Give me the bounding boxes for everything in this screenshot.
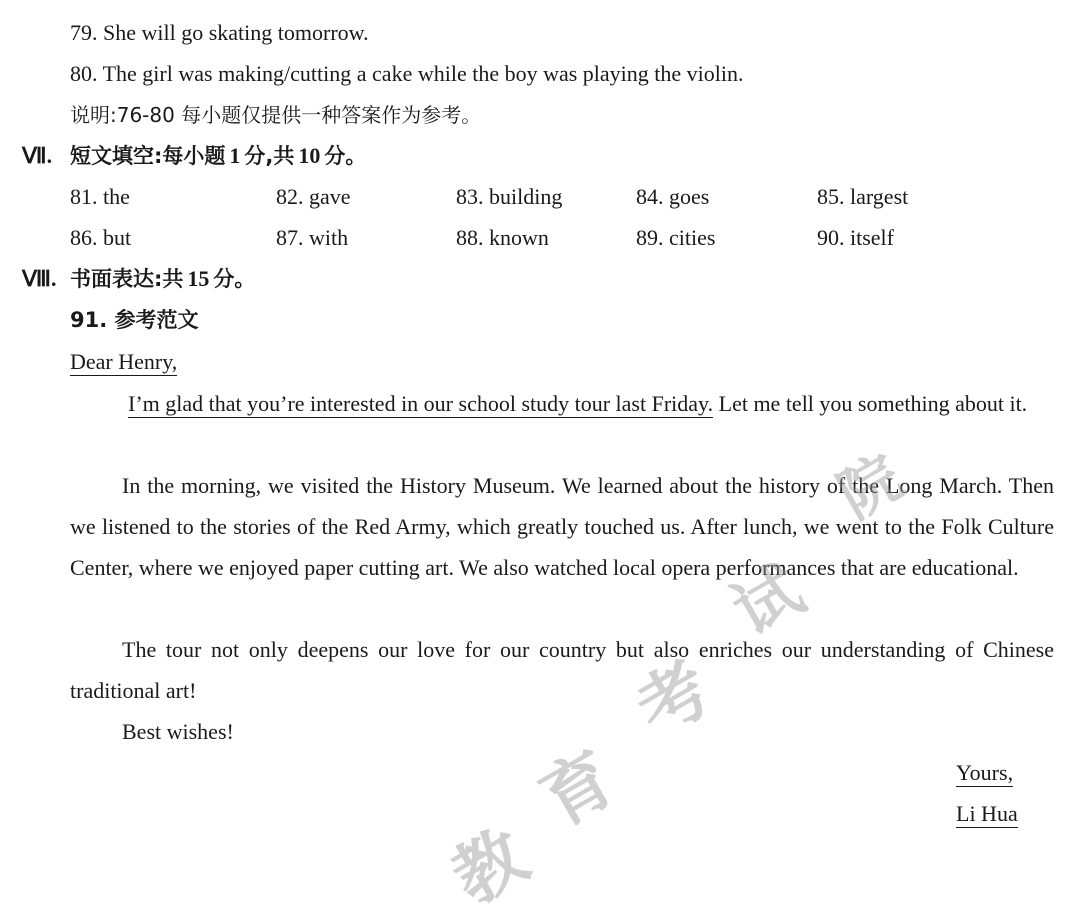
section-7-title-b: 分,共 — [244, 144, 295, 168]
watermark-char-4: 育 — [526, 736, 629, 843]
section-7-title-c: 分。 — [324, 144, 367, 168]
q91-label: 91. 参考范文 — [70, 308, 199, 332]
answer-90: 90. itself — [817, 225, 894, 250]
answer-81: 81. the — [70, 184, 130, 209]
given-opening-sentence: I’m glad that you’re interested in our school study tour last Friday. — [128, 391, 714, 416]
answer-80: 80. The girl was making/cutting a cake while the boy was playing the violin. — [70, 61, 744, 86]
section-7-score-1: 1 — [229, 143, 241, 168]
section-8-title-a: 书面表达:共 — [70, 267, 184, 291]
section-8-numeral: Ⅷ. — [22, 266, 57, 291]
letter-signature — [956, 801, 1018, 827]
watermark-char-2: 试 — [720, 550, 816, 651]
answer-82: 82. gave — [276, 184, 351, 209]
answer-note: 说明:76-80 每小题仅提供一种答案作为参考。 — [70, 103, 482, 127]
section-8-title-b: 分。 — [213, 267, 256, 291]
section-7-score-2: 10 — [298, 143, 321, 168]
answer-85: 85. largest — [817, 184, 909, 209]
letter-paragraph-3: The tour not only deepens our love for our country but also enriches our understanding of Chinese traditional art! — [70, 637, 1054, 703]
answer-86: 86. but — [70, 225, 132, 250]
letter-signoff — [956, 760, 1013, 786]
answer-88: 88. known — [456, 225, 549, 250]
salutation-text: Dear Henry, — [70, 349, 178, 374]
section-7-title-a: 短文填空:每小题 — [70, 144, 226, 168]
answer-87: 87. with — [276, 225, 349, 250]
letter-closing: Best wishes! — [122, 719, 234, 744]
watermark-char-1: 院 — [827, 442, 914, 533]
answer-89: 89. cities — [636, 225, 716, 250]
letter-paragraph-1 — [70, 383, 1054, 424]
section-8-heading — [70, 266, 255, 292]
watermark-char-5: 教 — [438, 814, 541, 921]
answer-84: 84. goes — [636, 184, 710, 209]
section-7-numeral: Ⅶ. — [22, 143, 53, 168]
paragraph-1-rest: Let me tell you something about it. — [713, 391, 1028, 416]
letter-salutation — [70, 349, 177, 375]
watermark-char-3: 考 — [622, 646, 725, 753]
signature-text: Li Hua — [956, 801, 1018, 826]
answer-83: 83. building — [456, 184, 563, 209]
section-7-heading — [70, 143, 366, 169]
section-8-score: 15 — [187, 266, 210, 291]
answer-79: 79. She will go skating tomorrow. — [70, 20, 369, 45]
letter-paragraph-2: In the morning, we visited the History Museum. We learned about the history of the Long March. Then we listened to the stories of the Red Army, which greatly touched us. After lunch, we went to the Folk Culture Center, where we enjoyed paper cutting art. We also watched local opera performances that are educational. — [70, 473, 1054, 580]
signoff-text: Yours, — [956, 760, 1014, 785]
